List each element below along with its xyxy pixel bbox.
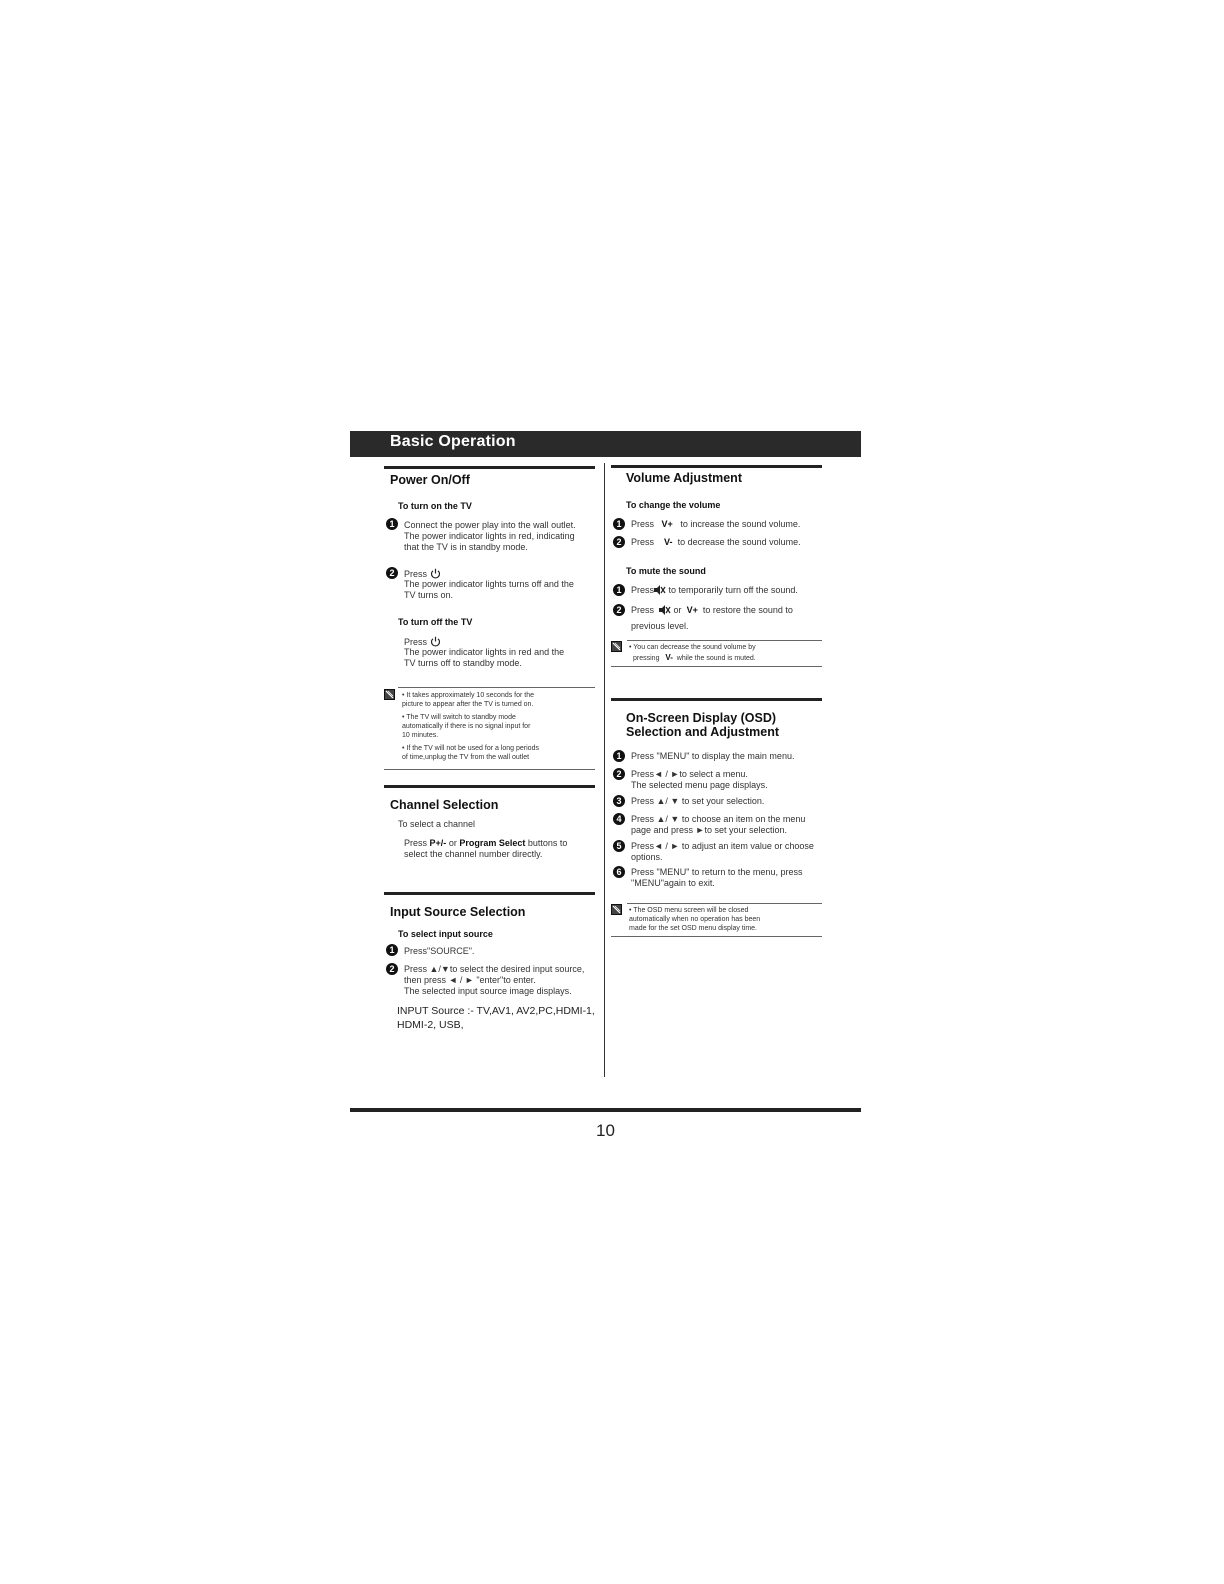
osd-step-3: Press ▲/ ▼ to set your selection. xyxy=(631,796,765,806)
channel-section-title: Channel Selection xyxy=(390,798,499,812)
step-number: 2 xyxy=(386,963,398,975)
press-label: Press xyxy=(631,519,655,529)
power-note-1-text: It takes approximately 10 seconds for the picture to appear after the TV is turned on. xyxy=(402,692,535,708)
power-icon xyxy=(430,568,441,579)
volume-step-1-text: to increase the sound volume. xyxy=(680,519,801,529)
osd-step-2: Press◄ / ►to select a menu. The selected menu page displays. xyxy=(631,769,768,790)
program-select-label: Program Select xyxy=(459,838,526,848)
volume-step-1 xyxy=(631,519,800,530)
press-label: Press xyxy=(404,569,428,579)
volume-note-line-2 xyxy=(633,653,756,663)
step-number: 1 xyxy=(386,944,398,956)
power-note-2-text: The TV will switch to standby mode automatically if there is no signal input for 10 minutes. xyxy=(402,714,531,739)
step-number: 6 xyxy=(613,866,625,878)
note-pencil-icon xyxy=(611,904,622,915)
osd-note-text: The OSD menu screen will be closed automatically when no operation has been made for the set OSD menu display time. xyxy=(629,907,761,932)
vminus-key-label: V- xyxy=(665,653,673,662)
volume-section-title: Volume Adjustment xyxy=(626,471,742,485)
vplus-key-label: V+ xyxy=(661,519,673,529)
column-divider xyxy=(604,463,605,1077)
press-label: Press xyxy=(404,838,428,848)
section-rule xyxy=(611,698,822,701)
section-rule xyxy=(611,465,822,468)
power-note-3-text: If the TV will not be used for a long periods of time,unplug the TV from the wall outlet xyxy=(402,745,539,761)
step-number: 2 xyxy=(613,536,625,548)
channel-sub: To select a channel xyxy=(398,819,476,829)
note-pencil-icon xyxy=(611,641,622,652)
note-rule xyxy=(398,687,595,688)
or-label: or xyxy=(448,838,457,848)
step-number: 2 xyxy=(613,604,625,616)
step-number: 5 xyxy=(613,840,625,852)
input-section-title: Input Source Selection xyxy=(390,905,526,919)
osd-step-4: Press ▲/ ▼ to choose an item on the menu page and press ►to set your selection. xyxy=(631,814,806,835)
channel-instruction-line2: select the channel number directly. xyxy=(404,849,543,859)
section-rule xyxy=(384,466,595,469)
note-rule xyxy=(627,903,822,904)
osd-title-line-1: On-Screen Display (OSD) xyxy=(626,711,777,725)
step-number: 3 xyxy=(613,795,625,807)
power-icon xyxy=(430,636,441,647)
osd-step-5: Press◄ / ► to adjust an item value or choose options. xyxy=(631,841,814,862)
press-label: Press xyxy=(631,537,655,547)
header-bar xyxy=(350,431,861,457)
volume-step-2 xyxy=(631,537,801,548)
mute-step-2-text: to restore the sound to xyxy=(702,605,793,615)
mute-icon xyxy=(654,585,666,595)
note-rule xyxy=(611,936,822,937)
footer-rule xyxy=(350,1108,861,1112)
mute-step-1 xyxy=(631,585,798,596)
section-rule xyxy=(384,785,595,788)
channel-instruction xyxy=(404,838,567,849)
vminus-key-label: V- xyxy=(664,537,673,547)
power-step-1: Connect the power play into the wall outlet. The power indicator lights in red, indicating that the TV is in standby mode. xyxy=(404,520,576,552)
step-number: 4 xyxy=(613,813,625,825)
page-title: Basic Operation xyxy=(390,433,516,450)
osd-note: • The OSD menu screen will be closed automatically when no operation has been made for the set OSD menu display time. xyxy=(629,907,761,932)
step-number: 1 xyxy=(613,584,625,596)
power-off-text: The power indicator lights in red and the TV turns off to standby mode. xyxy=(404,647,565,668)
step-number: 1 xyxy=(613,750,625,762)
volume-note-text: You can decrease the sound volume by xyxy=(633,644,756,651)
press-label: Press xyxy=(631,585,655,595)
section-rule xyxy=(384,892,595,895)
buttons-to-label: buttons to xyxy=(527,838,568,848)
mute-step-1-text: to temporarily turn off the sound. xyxy=(668,585,798,595)
note-rule xyxy=(611,666,822,667)
step-number: 1 xyxy=(613,518,625,530)
or-label: or xyxy=(673,605,682,615)
note-pencil-icon xyxy=(384,689,395,700)
mute-icon xyxy=(659,605,671,615)
step-number: 2 xyxy=(613,768,625,780)
input-sub: To select input source xyxy=(398,929,493,939)
osd-step-6: Press "MENU" to return to the menu, press "MENU"again to exit. xyxy=(631,867,803,888)
osd-step-1: Press "MENU" to display the main menu. xyxy=(631,751,795,761)
step-number: 2 xyxy=(386,567,398,579)
osd-title-line-2: Selection and Adjustment xyxy=(626,725,780,739)
press-label: Press xyxy=(404,637,428,647)
input-source-list: INPUT Source :- TV,AV1, AV2,PC,HDMI-1, HDMI-2, USB, xyxy=(397,1005,595,1031)
note-rule xyxy=(627,640,822,641)
press-label: Press xyxy=(631,605,655,615)
turn-on-heading: To turn on the TV xyxy=(398,501,472,511)
input-step-1: Press"SOURCE". xyxy=(404,946,475,956)
vplus-key-label: V+ xyxy=(686,605,698,615)
step-number: 1 xyxy=(386,518,398,530)
p-button-label: P+/- xyxy=(429,838,447,848)
input-step-2: Press ▲/▼to select the desired input source, then press ◄ / ► "enter"to enter. The selected input source image displays. xyxy=(404,964,585,996)
power-step-2-text: The power indicator lights turns off and the TV turns on. xyxy=(404,579,574,600)
power-note-1: • It takes approximately 10 seconds for the picture to appear after the TV is turned on. xyxy=(402,692,535,708)
page-number: 10 xyxy=(596,1121,615,1140)
volume-note-line-1: • You can decrease the sound volume by xyxy=(629,644,756,651)
volume-note-muted: while the sound is muted. xyxy=(676,655,756,662)
mute-heading: To mute the sound xyxy=(626,566,706,576)
note-rule xyxy=(384,769,595,770)
power-section-title: Power On/Off xyxy=(390,473,470,487)
change-volume-heading: To change the volume xyxy=(626,500,721,510)
volume-note-pressing: pressing xyxy=(633,655,660,662)
power-note-2: • The TV will switch to standby mode automatically if there is no signal input for 10 minutes. xyxy=(402,714,531,739)
volume-step-2-text: to decrease the sound volume. xyxy=(677,537,801,547)
turn-off-heading: To turn off the TV xyxy=(398,617,473,627)
mute-step-2-line2: previous level. xyxy=(631,621,689,631)
mute-step-2 xyxy=(631,605,793,616)
power-note-3: • If the TV will not be used for a long periods of time,unplug the TV from the wall outlet xyxy=(402,745,539,761)
